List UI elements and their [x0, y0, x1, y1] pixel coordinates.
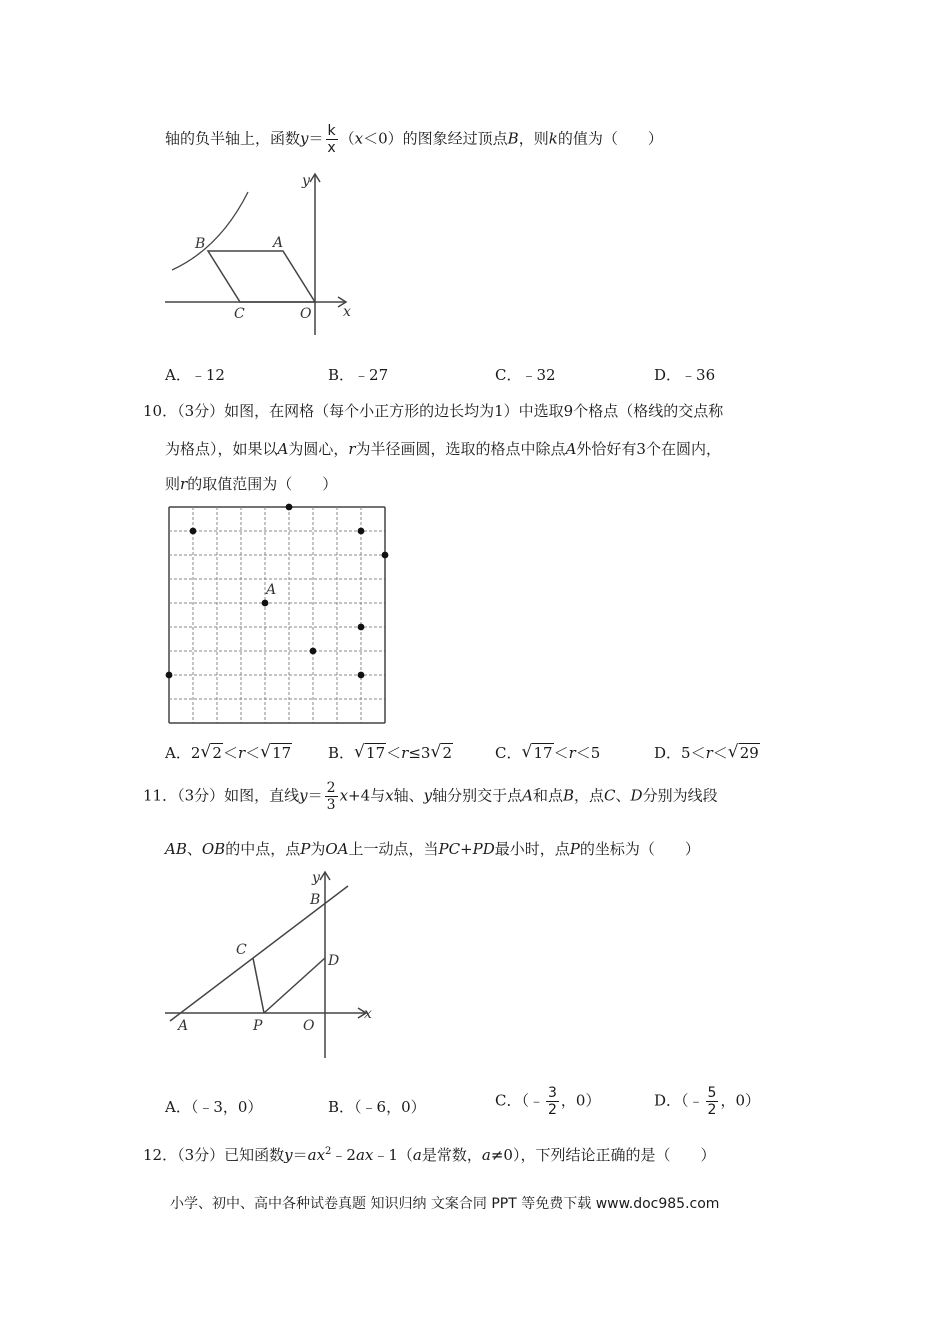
- q11-option-a-text: （﹣3，0）: [190, 1098, 263, 1116]
- q11-C: C: [604, 786, 616, 805]
- q10-grid-lines: [169, 507, 385, 723]
- q11-option-d-post: ，0）: [720, 1091, 761, 1110]
- q11-P-2: P: [569, 840, 580, 858]
- q9-label-y: y: [302, 173, 310, 189]
- q9-option-b-text: ﹣27: [354, 366, 389, 384]
- q11-line-AB: [170, 886, 348, 1021]
- q9-option-b[interactable]: [328, 364, 388, 385]
- q9-option-d-letter: D．: [654, 366, 682, 384]
- q10-option-c-r: r: [568, 744, 576, 762]
- q10-option-b-r: r: [401, 744, 409, 762]
- q11-text-b: 轴、: [393, 786, 424, 805]
- q11-option-a-letter: A．: [165, 1098, 191, 1116]
- q9-option-a-letter: A．: [165, 366, 191, 384]
- q11-x-axis-letter: x: [385, 786, 394, 805]
- q11-option-c-letter: C．: [495, 1091, 522, 1110]
- footer-text: 小学、初中、高中各种试卷真题 知识归纳 文案合同 PPT 等免费下载: [170, 1196, 596, 1212]
- page-footer: [170, 1193, 719, 1213]
- q9-hyperbola: [172, 192, 248, 270]
- q9-eq: ＝: [308, 129, 324, 148]
- q11-label-A: A: [178, 1018, 189, 1034]
- q12-text-d: ≠0），下列结论正确的是（ ）: [490, 1146, 716, 1164]
- q11-y: y: [299, 786, 308, 805]
- q11-option-c-post: ，0）: [560, 1091, 601, 1110]
- q11-label-y: y: [312, 870, 320, 886]
- q11-line2: [165, 838, 700, 859]
- q9-option-d[interactable]: [654, 364, 715, 385]
- q11-text-c: 轴分别交于点: [432, 786, 523, 805]
- q9-k: k: [548, 129, 558, 148]
- q10-option-b-letter: B．: [328, 744, 355, 762]
- grid-point: [286, 504, 293, 511]
- q11-and: 和点: [532, 786, 563, 805]
- q9-option-a-text: ﹣12: [190, 366, 225, 384]
- q10-option-a-letter: A．: [165, 744, 191, 762]
- q11-option-c-den: 2: [548, 1102, 557, 1118]
- q11-segment-PC: [253, 958, 264, 1013]
- q11-label-B: B: [310, 892, 321, 908]
- q10-option-d-sqrt: [728, 744, 760, 762]
- q10-option-d-letter: D．: [654, 744, 682, 762]
- grid-point: [166, 672, 173, 679]
- q11-text-j: 的坐标为（ ）: [579, 840, 700, 858]
- q11-option-b-text: （﹣6，0）: [354, 1098, 426, 1116]
- q11-text-g: 为: [310, 840, 326, 858]
- q12-text-c: 是常数，: [421, 1146, 482, 1164]
- grid-point: [262, 600, 269, 607]
- q10-option-a-sqrt2: [260, 744, 292, 762]
- q11-OB: OB: [201, 840, 226, 858]
- q11-text-f: 的中点，点: [225, 840, 301, 858]
- q12-exponent: 2: [325, 1146, 332, 1157]
- q10-option-b-sqrt1: [354, 744, 386, 762]
- q12-a1: a: [412, 1146, 422, 1164]
- q11-text-h: 上一动点，当: [348, 840, 439, 858]
- q11-sep: 、: [615, 786, 631, 805]
- q11-text-i: 最小时，点: [494, 840, 570, 858]
- q9-label-x: x: [343, 304, 351, 320]
- q9-B: B: [507, 129, 519, 148]
- q12-ax: ax: [307, 1146, 326, 1164]
- grid-point: [358, 624, 365, 631]
- q9-figure: [160, 170, 360, 340]
- q11-option-d-pre: （﹣: [681, 1091, 704, 1110]
- q11-frac-num: 2: [326, 780, 336, 796]
- q10-grid-figure: [164, 500, 394, 726]
- q11-option-d-letter: D．: [654, 1091, 682, 1110]
- grid-point: [382, 552, 389, 559]
- q10-option-b-rad1: 17: [366, 744, 386, 762]
- q10-grid-points: [166, 504, 389, 679]
- q11-sep-2: 、: [186, 840, 202, 858]
- q9-cond-x: x: [354, 129, 364, 148]
- grid-point: [358, 672, 365, 679]
- q9-label-A: A: [273, 235, 284, 251]
- q11-option-d[interactable]: [654, 1086, 760, 1117]
- q10-text-b: 为圆心，: [288, 440, 349, 458]
- q12-mid: ﹣2: [331, 1146, 356, 1164]
- q10-option-a-sqrt1: [200, 744, 223, 762]
- q11-x: x: [339, 786, 349, 805]
- q11-option-c-pre: （﹣: [521, 1091, 544, 1110]
- q11-PCPD: PC+PD: [438, 840, 495, 858]
- q9-fraction: [326, 124, 338, 155]
- q11-label-D: D: [328, 953, 340, 969]
- q9-option-d-text: ﹣36: [681, 366, 716, 384]
- q11-option-b[interactable]: [328, 1096, 426, 1117]
- q12-ax2: ax: [355, 1146, 374, 1164]
- q10-text-d: 外恰好有3个在圆内，: [576, 440, 721, 458]
- q10-option-d-rad: 29: [739, 744, 759, 762]
- q12-a2: a: [481, 1146, 491, 1164]
- q10-option-a[interactable]: [165, 742, 292, 763]
- q9-option-a[interactable]: [165, 364, 225, 385]
- q11-option-d-den: 2: [707, 1102, 717, 1118]
- q9-text-b: 的图象经过顶点: [402, 129, 508, 148]
- q10-option-a-lt: ＜: [222, 744, 238, 762]
- q9-option-c-letter: C．: [495, 366, 522, 384]
- q10-option-b-sqrt2: [430, 744, 453, 762]
- q10-option-a-coef: 2: [190, 744, 201, 762]
- q10-line2: [165, 438, 721, 459]
- q11-label-O: O: [303, 1018, 315, 1034]
- q9-option-b-letter: B．: [328, 366, 355, 384]
- q11-y-axis-letter: y: [423, 786, 433, 805]
- q9-label-C: C: [234, 306, 245, 322]
- q9-stem-line: [165, 124, 663, 155]
- q11-option-d-fraction: [706, 1086, 719, 1117]
- q10-option-d[interactable]: [654, 742, 760, 763]
- q10-r: r: [348, 440, 356, 458]
- q10-option-c-rad1: 17: [533, 744, 553, 762]
- grid-point: [190, 528, 197, 535]
- q11-AB: AB: [165, 840, 187, 858]
- q10-line1: 10．（3分）如图，在网格（每个小正方形的边长均为1）中选取9个格点（格线的交点称: [143, 402, 724, 420]
- q9-option-c-text: ﹣32: [521, 366, 556, 384]
- q11-P: P: [300, 840, 311, 858]
- q9-cond-open: （: [339, 129, 355, 148]
- q11-B: B: [563, 786, 575, 805]
- q10-option-b-le: ≤3: [408, 744, 431, 762]
- q11-segment-PD: [264, 958, 325, 1013]
- q11-option-c-fraction: [546, 1086, 559, 1117]
- q11-option-c[interactable]: [495, 1086, 600, 1117]
- q11-figure: [160, 868, 390, 1063]
- q9-parallelogram: [208, 251, 315, 302]
- q10-text-e: 则: [165, 475, 181, 493]
- q12-line: [143, 1144, 715, 1165]
- q10-option-a-rad2: 17: [272, 744, 292, 762]
- q10-A: A: [277, 440, 289, 458]
- q11-line1: [143, 781, 718, 812]
- q10-label-A: A: [266, 582, 277, 598]
- q11-option-d-num: 5: [707, 1085, 717, 1101]
- q11-eq: ＝: [307, 786, 323, 805]
- q10-option-c-letter: C．: [495, 744, 522, 762]
- q11-label-P: P: [253, 1018, 263, 1034]
- q10-A-2: A: [565, 440, 577, 458]
- q10-line3: [165, 473, 337, 494]
- q11-A: A: [522, 786, 533, 805]
- q10-option-a-r: r: [237, 744, 246, 762]
- q10-option-c-sqrt1: [521, 744, 553, 762]
- q11-text-a: 11．（3分）如图，直线: [143, 786, 300, 805]
- q11-plus4: +4与: [348, 786, 386, 805]
- q11-fraction: [325, 781, 338, 812]
- q11-frac-den: 3: [326, 797, 336, 813]
- q10-text-a: 为格点），如果以: [165, 440, 278, 458]
- q11-text-e: 分别为线段: [642, 786, 718, 805]
- q10-option-a-lt2: ＜: [245, 744, 261, 762]
- q10-option-d-r: r: [705, 744, 713, 762]
- q11-option-b-letter: B．: [328, 1098, 355, 1116]
- q10-option-b-lt: ＜: [386, 744, 402, 762]
- q10-option-b-rad2: 2: [442, 744, 452, 762]
- q12-text-b: ﹣1（: [373, 1146, 413, 1164]
- q10-text-f: 的取值范围为（ ）: [187, 475, 338, 493]
- q9-frac-den: x: [327, 140, 336, 156]
- q9-option-c[interactable]: [495, 364, 556, 385]
- q10-option-c-lt: ＜: [553, 744, 569, 762]
- q11-label-x: x: [364, 1006, 372, 1022]
- q10-option-a-rad1: 2: [212, 744, 222, 762]
- q9-cond-rest: ＜0）: [363, 129, 403, 148]
- q9-frac-num: k: [327, 123, 336, 139]
- q10-r-2: r: [180, 475, 188, 493]
- q10-option-d-lt: ＜: [712, 744, 728, 762]
- q12-text-a: 12．（3分）已知函数: [143, 1146, 285, 1164]
- grid-point: [310, 648, 317, 655]
- q9-text: 轴的负半轴上，函数: [165, 129, 301, 148]
- q9-label-O: O: [300, 306, 312, 322]
- q12-y: y: [284, 1146, 293, 1164]
- q10-text-c: 为半径画圆，选取的格点中除点: [355, 440, 566, 458]
- q12-eq: ＝: [292, 1146, 308, 1164]
- q11-text-d: ，点: [574, 786, 605, 805]
- q11-option-c-num: 3: [548, 1085, 557, 1101]
- grid-point: [358, 528, 365, 535]
- q9-text-c: ，则: [518, 129, 549, 148]
- q11-OA: OA: [325, 840, 349, 858]
- q10-option-c[interactable]: [495, 742, 600, 763]
- q10-option-b[interactable]: [328, 742, 453, 763]
- q9-y: y: [300, 129, 309, 148]
- q11-D: D: [630, 786, 643, 805]
- q9-text-d: 的值为（ ）: [557, 129, 663, 148]
- q11-option-a[interactable]: [165, 1096, 262, 1117]
- q10-option-c-tail: ＜5: [575, 744, 601, 762]
- footer-site-link[interactable]: www.doc985.com: [595, 1196, 720, 1212]
- q11-label-C: C: [236, 942, 247, 958]
- q10-option-d-head: 5＜: [681, 744, 706, 762]
- q9-label-B: B: [195, 236, 206, 252]
